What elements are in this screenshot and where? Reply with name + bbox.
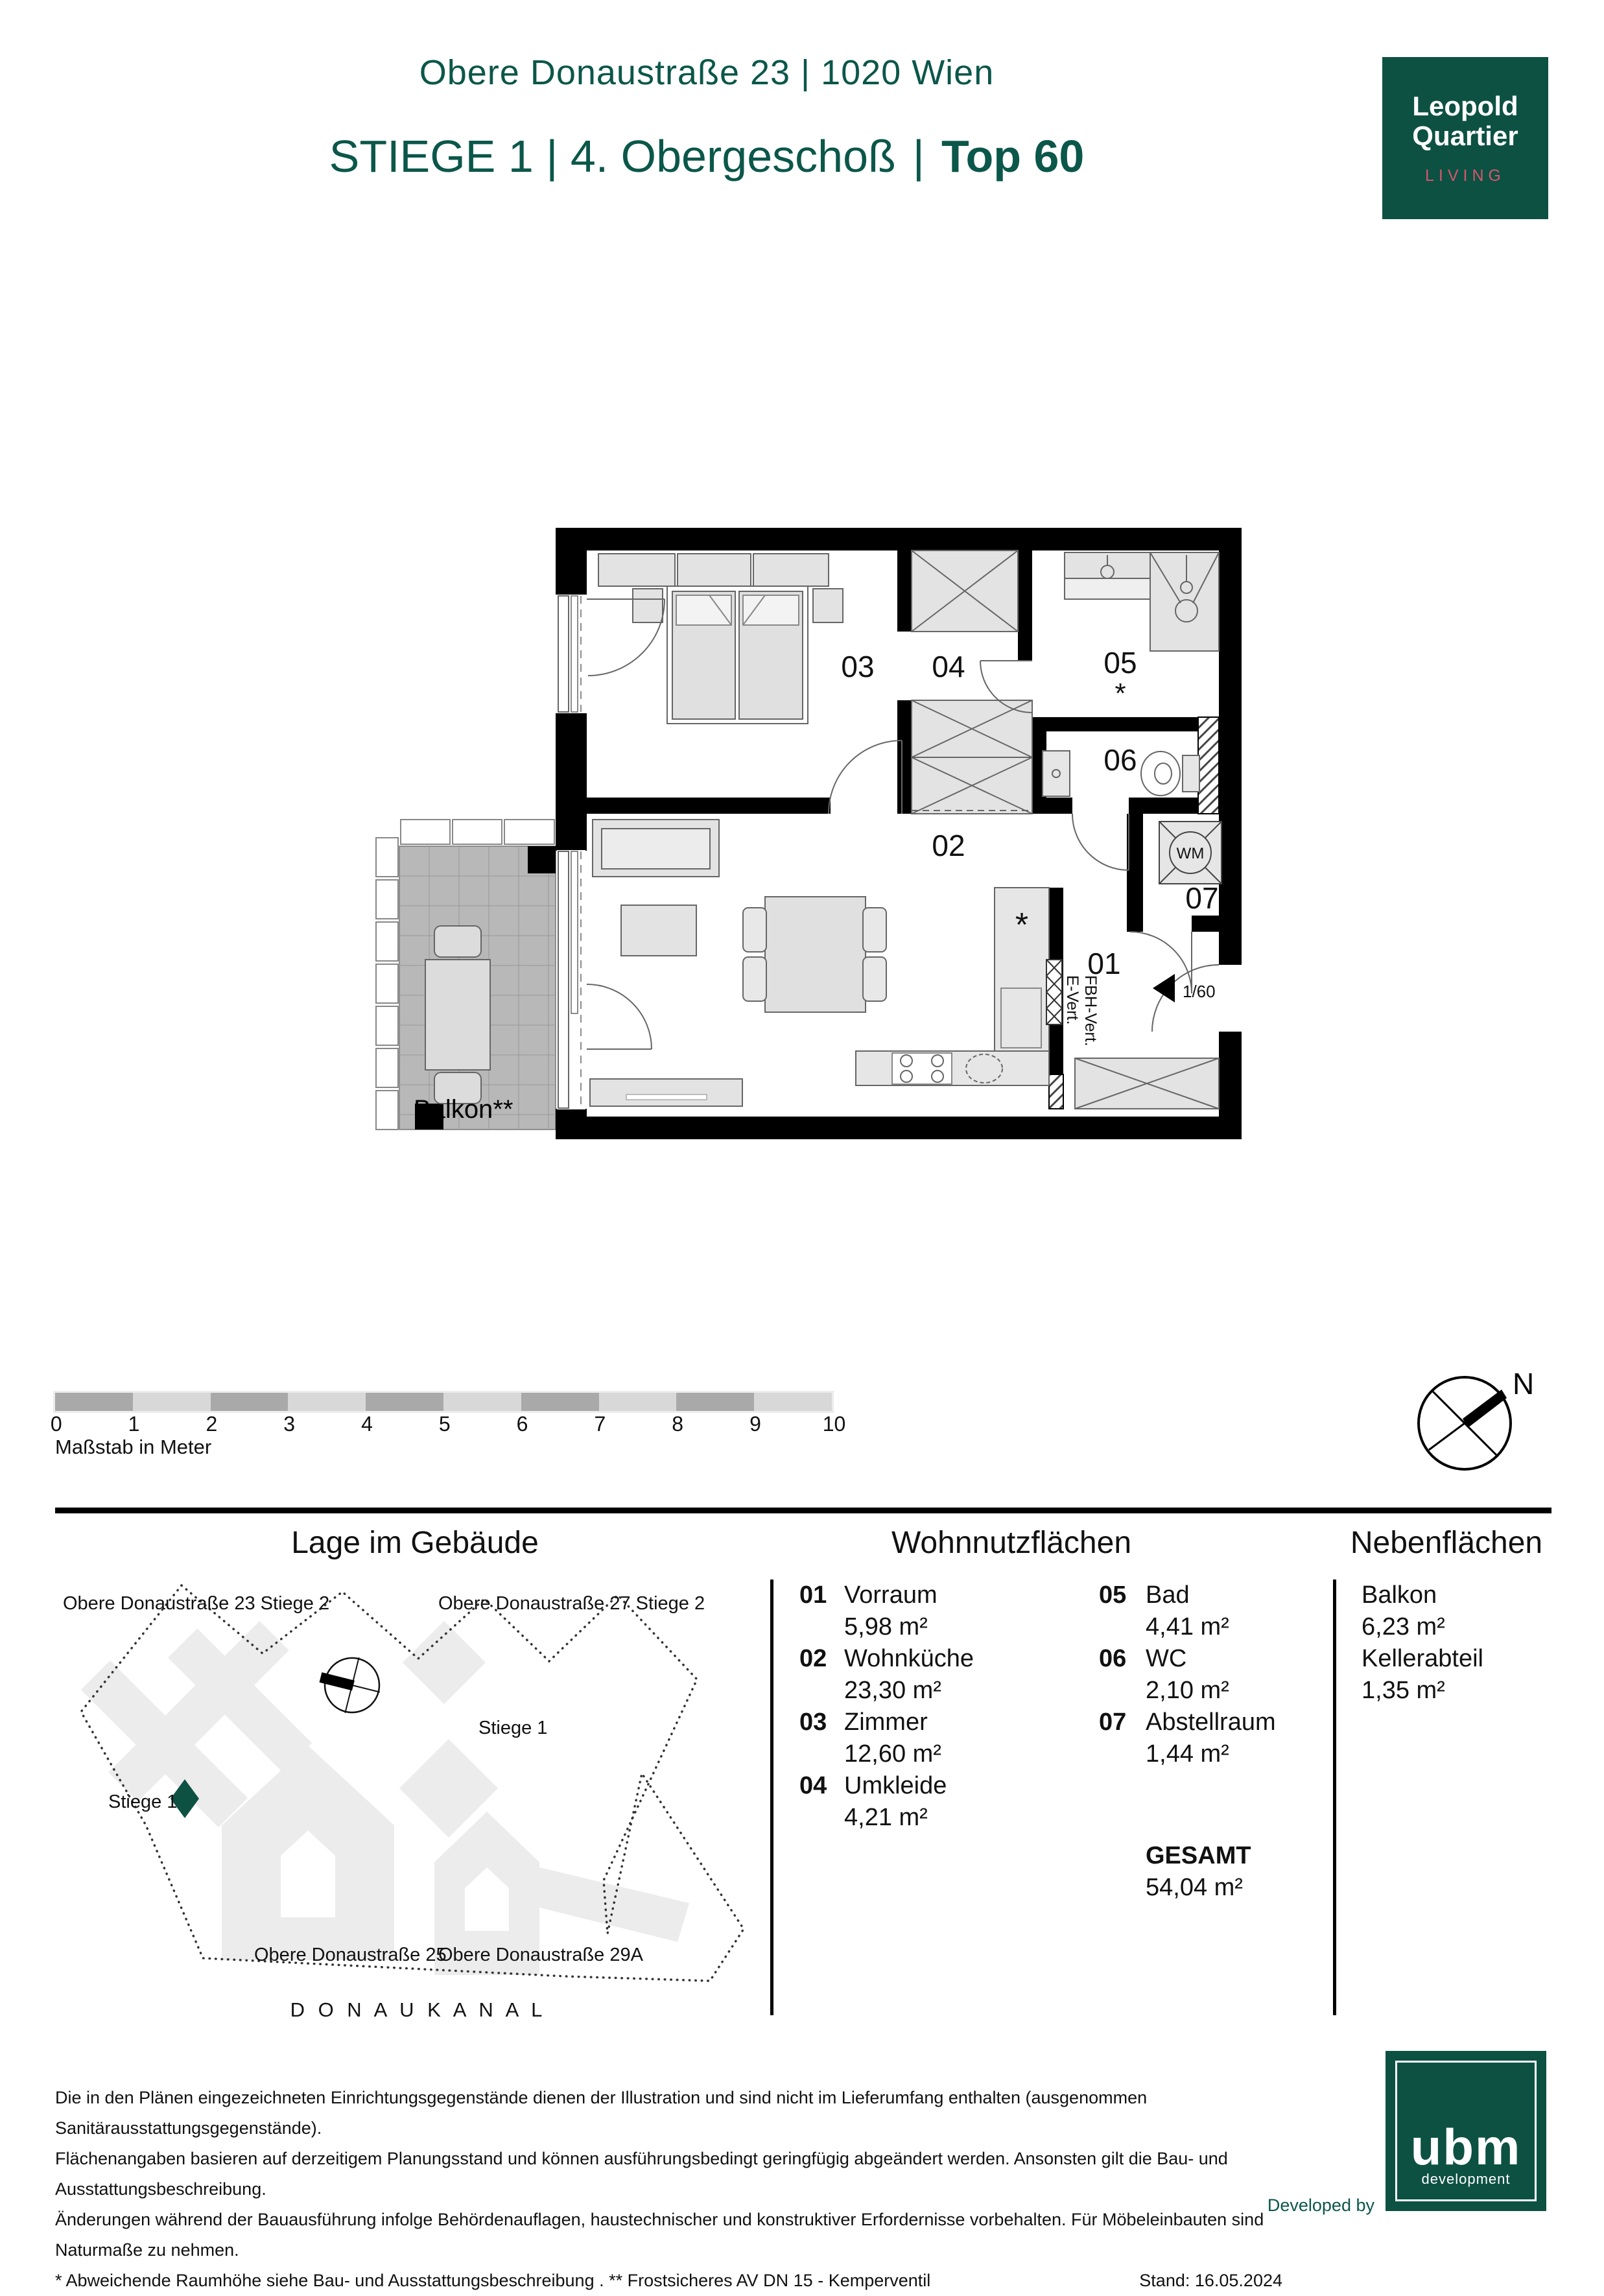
apartment-floorplan	[375, 527, 1244, 1139]
room-label-01: 01	[1087, 947, 1121, 980]
logo-tagline: LIVING	[1425, 166, 1505, 185]
ubm-subtitle: development	[1421, 2171, 1511, 2187]
divider-vertical	[1333, 1580, 1336, 2015]
ubm-logo	[1386, 2051, 1546, 2211]
room-05-asterisk: *	[1115, 678, 1126, 709]
site-labels	[63, 1593, 705, 2021]
scale-tick: 2	[206, 1412, 218, 1436]
room-number: 05	[1099, 1581, 1127, 1609]
scale-bar-segments	[55, 1393, 832, 1411]
room-name: Bad	[1146, 1581, 1190, 1609]
site-plan	[55, 1576, 755, 2026]
scale-tick: 10	[822, 1412, 846, 1436]
total-area: 54,04 m²	[1146, 1874, 1243, 1901]
north-label: N	[1513, 1367, 1535, 1401]
room-label-02: 02	[932, 829, 965, 862]
ancillary-name: Balkon	[1362, 1581, 1437, 1609]
room-label-04: 04	[932, 650, 965, 683]
sideboard	[590, 1079, 742, 1106]
area-entry	[1099, 1707, 1276, 1770]
ubm-name: ubm	[1410, 2118, 1522, 2175]
site-section-title: Lage im Gebäude	[291, 1526, 539, 1560]
nightstand	[633, 589, 663, 622]
site-label-stiege1-left: Stiege 1	[108, 1792, 178, 1812]
scale-tick: 0	[50, 1412, 62, 1436]
room-area: 4,41 m²	[1146, 1613, 1229, 1640]
staircase-floor-label: STIEGE 1 | 4. Obergeschoß	[329, 131, 896, 182]
fbh-distributor	[1046, 960, 1062, 1024]
area-entry	[799, 1580, 938, 1643]
dining-table	[765, 897, 866, 1012]
entry-scale-label: 1/60	[1183, 982, 1216, 1001]
scale-tick: 8	[672, 1412, 684, 1436]
room-number: 01	[799, 1581, 827, 1609]
site-label-stiege1-right: Stiege 1	[478, 1718, 548, 1738]
shaft-hatched-small	[1049, 1074, 1063, 1109]
room-number: 06	[1099, 1645, 1127, 1672]
kitchen-counter-bottom	[856, 1051, 1049, 1085]
room-name: Umkleide	[844, 1772, 947, 1799]
shower	[1150, 552, 1219, 651]
room-area: 23,30 m²	[844, 1677, 941, 1704]
room-area: 4,21 m²	[844, 1804, 928, 1831]
scale-caption: Maßstab in Meter	[55, 1436, 212, 1458]
disclaimer-notes: * Abweichende Raumhöhe siehe Bau- und Ausstattungsbeschreibung . ** Frostsicheres AV DN 15 - Kemperventil	[55, 2271, 931, 2290]
page-title	[58, 132, 1355, 180]
furniture	[590, 550, 1221, 1109]
ancillary-area: 6,23 m²	[1362, 1613, 1445, 1640]
unit-number: Top 60	[941, 131, 1085, 182]
balcony-label: Balkon**	[414, 1095, 513, 1124]
room-area: 5,98 m²	[844, 1613, 928, 1640]
room-label-07: 07	[1185, 881, 1219, 915]
room-name: Zimmer	[844, 1709, 928, 1736]
e-vert-label: E-Vert.	[1063, 975, 1081, 1025]
site-label-building29a: Obere Donaustraße 29A	[438, 1945, 643, 1965]
room-area: 2,10 m²	[1146, 1677, 1229, 1704]
shaft-hatched	[1198, 717, 1219, 814]
ancillary-areas-title: Nebenflächen	[1350, 1526, 1543, 1560]
wm-label: WM	[1176, 845, 1205, 862]
living-areas-title: Wohnnutzflächen	[891, 1526, 1132, 1560]
site-label-building23: Obere Donaustraße 23 Stiege 2	[63, 1593, 330, 1614]
total-label: GESAMT	[1146, 1842, 1251, 1869]
scale-tick: 5	[438, 1412, 451, 1436]
total-area-block	[1146, 1840, 1251, 1904]
room-label-03: 03	[841, 650, 875, 683]
room-number: 03	[799, 1709, 827, 1736]
pillow	[743, 595, 799, 625]
leopold-quartier-logo	[1382, 57, 1548, 219]
room-number: 02	[799, 1645, 827, 1672]
area-entry	[1099, 1580, 1229, 1643]
plan-date: Stand: 16.05.2024	[1139, 2271, 1282, 2290]
scale-bar	[50, 1393, 846, 1459]
scale-tick: 3	[283, 1412, 296, 1436]
ancillary-name: Kellerabteil	[1362, 1645, 1483, 1672]
balcony	[376, 820, 556, 1130]
area-entry	[799, 1643, 974, 1707]
disclaimer-line: Flächenangaben basieren auf derzeitigem Planungsstand und können ausführungsbedingt geringfügig abgeändert werden. Ansonsten gilt die Bau- und Ausstattungsbeschreibung.	[55, 2149, 1228, 2199]
room-name: WC	[1146, 1645, 1187, 1672]
scale-tick: 7	[594, 1412, 606, 1436]
header	[58, 54, 1355, 180]
developed-by-label: Developed by	[1267, 2195, 1374, 2215]
room-label-05: 05	[1103, 646, 1137, 680]
room-label-06: 06	[1103, 743, 1137, 777]
site-label-donaukanal: D O N A U K A N A L	[290, 1998, 547, 2021]
site-label-building27: Obere Donaustraße 27 Stiege 2	[438, 1593, 705, 1614]
room-name: Wohnküche	[844, 1645, 974, 1672]
coffee-table	[621, 905, 696, 956]
scale-tick: 1	[128, 1412, 140, 1436]
ancillary-area: 1,35 m²	[1362, 1677, 1445, 1704]
logo-line2: Quartier	[1412, 120, 1518, 151]
toilet-tank	[1183, 755, 1199, 792]
kitchen-asterisk: *	[1015, 906, 1029, 944]
room-number: 04	[799, 1772, 827, 1799]
area-entry	[1099, 1643, 1229, 1707]
address-title: Obere Donaustraße 23 | 1020 Wien	[419, 53, 995, 92]
room-number: 07	[1099, 1709, 1127, 1736]
site-buildings	[55, 1576, 689, 1975]
balcony-table	[425, 960, 490, 1070]
pillow	[676, 595, 731, 625]
room-area: 12,60 m²	[844, 1740, 941, 1768]
wc-washbasin	[1043, 751, 1070, 796]
ancillary-list	[1362, 1580, 1483, 1707]
area-entry	[799, 1770, 947, 1834]
site-label-building25: Obere Donaustraße 25	[254, 1945, 447, 1965]
scale-tick: 9	[749, 1412, 761, 1436]
fbh-vert-label: FBH-Vert.	[1081, 975, 1100, 1047]
area-entry	[799, 1707, 941, 1770]
ubm-logo-frame	[1395, 2061, 1537, 2201]
title-separator: |	[912, 131, 925, 182]
disclaimer-line	[55, 2266, 1282, 2296]
scale-tick: 4	[361, 1412, 373, 1436]
logo-line1: Leopold	[1412, 90, 1518, 121]
windows	[557, 595, 585, 1109]
room-name: Abstellraum	[1146, 1709, 1276, 1736]
scale-ticks	[50, 1411, 846, 1436]
disclaimer-line: Änderungen während der Bauausführung infolge Behördenauflagen, haustechnischer und konstruktiver Erfordernisse vorbehalten. Für Möbeleinbauten sind Naturmaße zu nehmen.	[55, 2210, 1264, 2260]
site-compass	[314, 1650, 386, 1720]
entrance-arrow-icon	[1153, 974, 1175, 1002]
footer-disclaimer	[55, 2083, 1282, 2296]
room-area: 1,44 m²	[1146, 1740, 1229, 1768]
nightstand	[813, 589, 843, 622]
scale-tick: 6	[516, 1412, 528, 1436]
divider-horizontal	[55, 1508, 1551, 1513]
divider-vertical	[770, 1580, 773, 2015]
room-name: Vorraum	[844, 1581, 938, 1609]
toilet	[1141, 752, 1180, 796]
compass-needle-icon	[1463, 1390, 1507, 1428]
disclaimer-line: Die in den Plänen eingezeichneten Einrichtungsgegenstände dienen der Illustration und sind nicht im Lieferumfang enthalten (ausgenommen Sanitärausstattungsgegenstände).	[55, 2088, 1148, 2138]
north-compass	[1407, 1366, 1550, 1482]
balcony-chair	[434, 926, 481, 957]
